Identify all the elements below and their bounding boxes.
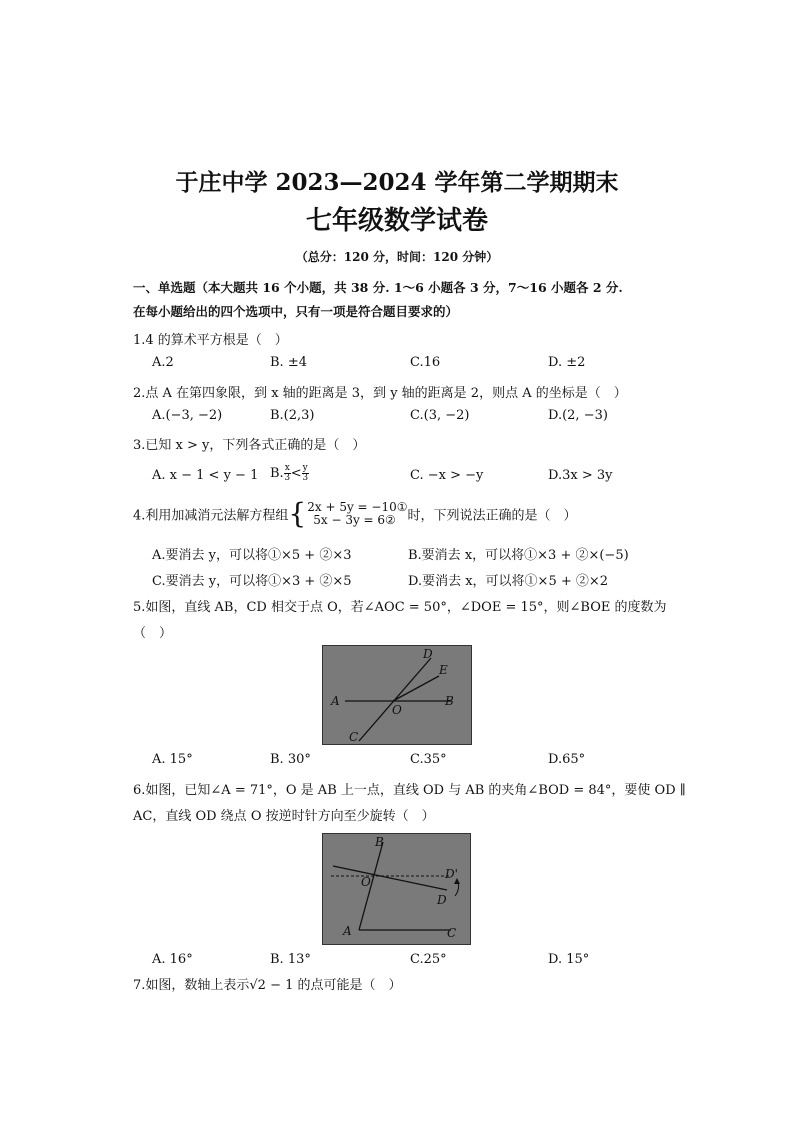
q3-stem: 3.已知 x > y，下列各式正确的是（ ） <box>133 438 366 453</box>
q2-option-d: D.(2, −3) <box>548 408 608 423</box>
q6-label-b: B <box>375 835 384 849</box>
q4-equation-system: 2x + 5y = −10① 5x − 3y = 6② <box>307 500 408 527</box>
q5-label-a: A <box>331 694 340 708</box>
q1-option-b: B. ±4 <box>270 355 307 370</box>
q2-stem: 2.点 A 在第四象限，到 x 轴的距离是 3，到 y 轴的距离是 2，则点 A 的坐标是（ ） <box>133 386 627 401</box>
q6-label-o: O <box>361 875 371 889</box>
q1-option-d: D. ±2 <box>548 355 586 370</box>
q3-fraction-y: $\frac{y}{3}$ <box>302 463 309 483</box>
q4-stem: 4.利用加减消元法解方程组{ 2x + 5y = −10① 5x − 3y = 6② 时，下列说法正确的是（ ） <box>133 497 577 530</box>
q6-option-b: B. 13° <box>270 952 311 967</box>
q7-stem: 7.如图，数轴上表示√2 − 1 的点可能是（ ） <box>133 978 402 993</box>
q1-stem: 1.4 的算术平方根是（ ） <box>133 333 288 348</box>
exam-score-time-info: （总分：120 分，时间：120 分钟） <box>295 250 499 264</box>
q4-option-c: C.要消去 y，可以将①×3 + ②×5 <box>152 574 352 589</box>
q6-option-d: D. 15° <box>548 952 590 967</box>
q4-option-a: A.要消去 y，可以将①×5 + ②×3 <box>152 548 352 563</box>
q5-stem-cont: （ ） <box>133 626 173 641</box>
q3-option-d: D.3x > 3y <box>548 468 613 483</box>
q5-option-a: A. 15° <box>152 752 193 767</box>
q5-label-e: E <box>439 663 448 677</box>
exam-subject-title: 七年级数学试卷 <box>305 206 488 236</box>
q6-figure <box>322 833 471 945</box>
q5-option-c: C.35° <box>410 752 447 767</box>
q4-option-d: D.要消去 x，可以将①×5 + ②×2 <box>408 574 609 589</box>
q4-option-b: B.要消去 x，可以将①×3 + ②×(−5) <box>408 548 629 563</box>
q2-option-c: C.(3, −2) <box>410 408 470 423</box>
q5-option-d: D.65° <box>548 752 586 767</box>
exam-school-title: 于庄中学 2023—2024 学年第二学期期末 <box>175 169 619 196</box>
q5-option-b: B. 30° <box>270 752 311 767</box>
q6-label-d: D <box>437 893 447 907</box>
q3-option-a: A. x − 1 < y − 1 <box>152 468 259 483</box>
q6-option-a: A. 16° <box>152 952 193 967</box>
q5-label-b: B <box>445 694 454 708</box>
q3-option-c: C. −x > −y <box>410 468 484 483</box>
q6-stem-cont: AC，直线 OD 绕点 O 按逆时针方向至少旋转（ ） <box>133 809 435 824</box>
q1-option-c: C.16 <box>410 355 441 370</box>
q3-fraction-x: $\frac{x}{3}$ <box>284 463 291 483</box>
q4-brace: { <box>288 497 307 530</box>
q6-label-d-prime: D' <box>445 867 458 881</box>
section1-heading: 一、单选题（本大题共 16 个小题，共 38 分. 1～6 小题各 3 分，7～16 小题各 2 分. <box>133 280 623 295</box>
q5-stem: 5.如图，直线 AB，CD 相交于点 O，若∠AOC = 50°，∠DOE = 15°，则∠BOE 的度数为 <box>133 600 667 615</box>
q3-option-b: B. $\frac{x}{3}$ < $\frac{y}{3}$ <box>270 463 309 483</box>
q6-option-c: C.25° <box>410 952 447 967</box>
q2-option-a: A.(−3, −2) <box>152 408 223 423</box>
q3-option-b-letter: B. <box>270 466 284 481</box>
q5-label-o: O <box>392 703 402 717</box>
q6-stem: 6.如图，已知∠A = 71°，O 是 AB 上一点，直线 OD 与 AB 的夹角∠BOD = 84°，要使 OD ∥ <box>133 783 686 798</box>
section1-instruction: 在每小题给出的四个选项中，只有一项是符合题目要求的） <box>133 304 459 319</box>
q5-label-c: C <box>349 730 359 744</box>
q2-option-b: B.(2,3) <box>270 408 315 423</box>
q5-figure <box>322 645 472 745</box>
q1-option-a: A.2 <box>152 355 174 370</box>
q5-label-d: D <box>423 647 433 661</box>
q6-label-a: A <box>343 924 352 938</box>
q6-label-c: C <box>447 926 457 940</box>
